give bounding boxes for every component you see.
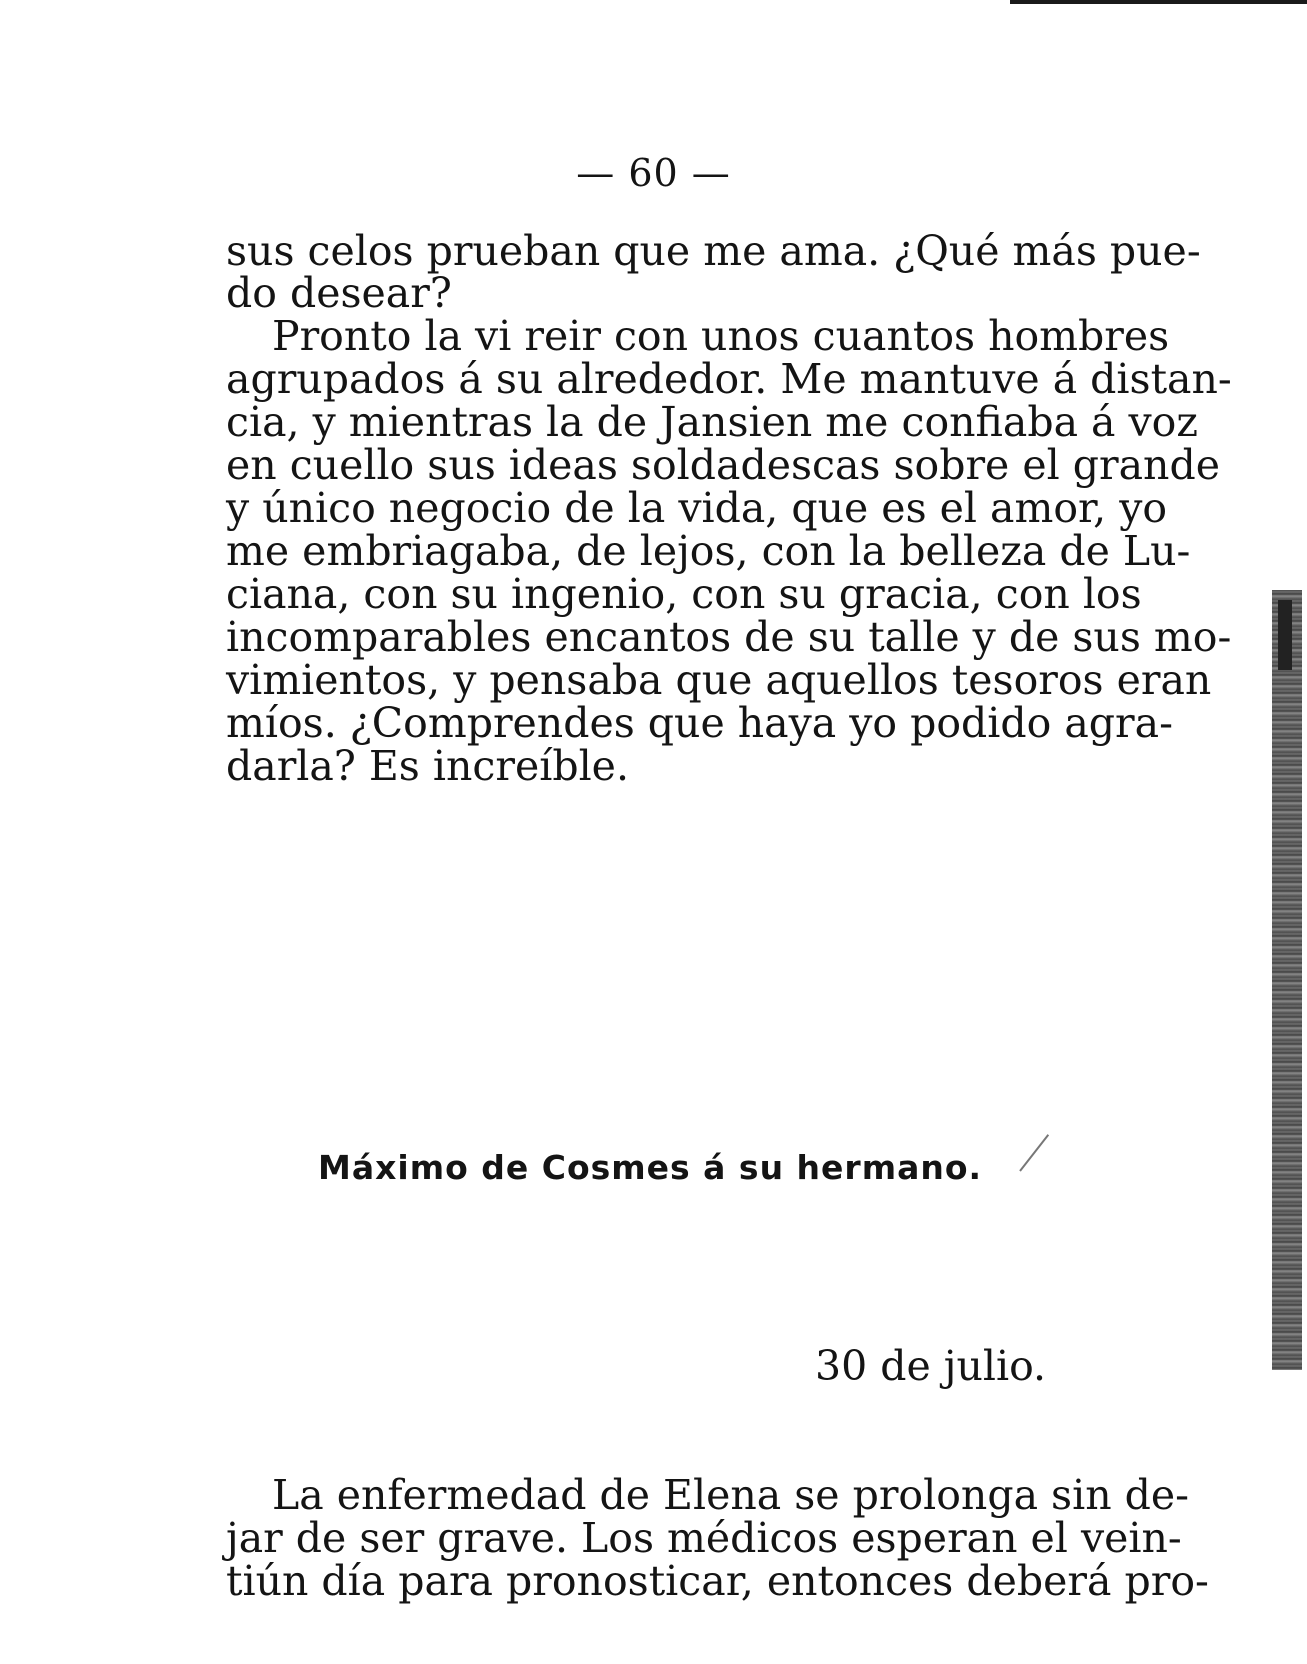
text-line: y único negocio de la vida, que es el amor, yo	[226, 484, 1168, 532]
text-line: incomparables encantos de su talle y de sus mo-	[226, 613, 1232, 661]
scan-edge-shadow	[1272, 590, 1302, 1370]
text-line: agrupados á su alrededor. Me mantuve á distan-	[226, 355, 1232, 403]
pencil-mark	[1019, 1134, 1049, 1171]
text-line: tiún día para pronosticar, entonces deberá pro-	[226, 1557, 1209, 1605]
text-line: me embriagaba, de lejos, con la belleza de Lu-	[226, 527, 1191, 575]
letter-heading: Máximo de Cosmes á su hermano.	[318, 1148, 983, 1187]
text-line: darla? Es increíble.	[226, 742, 629, 790]
text-line: cia, y mientras la de Jansien me confiaba á voz	[226, 398, 1198, 446]
text-line: sus celos prueban que me ama. ¿Qué más pue-	[226, 227, 1201, 275]
text-line: en cuello sus ideas soldadescas sobre el grande	[226, 441, 1220, 489]
text-line: Pronto la vi reir con unos cuantos hombres	[272, 312, 1170, 360]
text-line: ciana, con su ingenio, con su gracia, con los	[226, 570, 1142, 618]
text-line: jar de ser grave. Los médicos esperan el vein-	[226, 1514, 1182, 1562]
page-number: — 60 —	[576, 151, 731, 195]
text-line: La enfermedad de Elena se prolonga sin de-	[272, 1471, 1189, 1519]
top-border-line	[1010, 0, 1307, 4]
text-line: vimientos, y pensaba que aquellos tesoros eran	[226, 656, 1212, 704]
text-line: do desear?	[226, 269, 452, 317]
letter-date: 30 de julio.	[815, 1342, 1047, 1390]
scan-edge-mark	[1278, 600, 1292, 670]
text-line: míos. ¿Comprendes que haya yo podido agra-	[226, 699, 1173, 747]
